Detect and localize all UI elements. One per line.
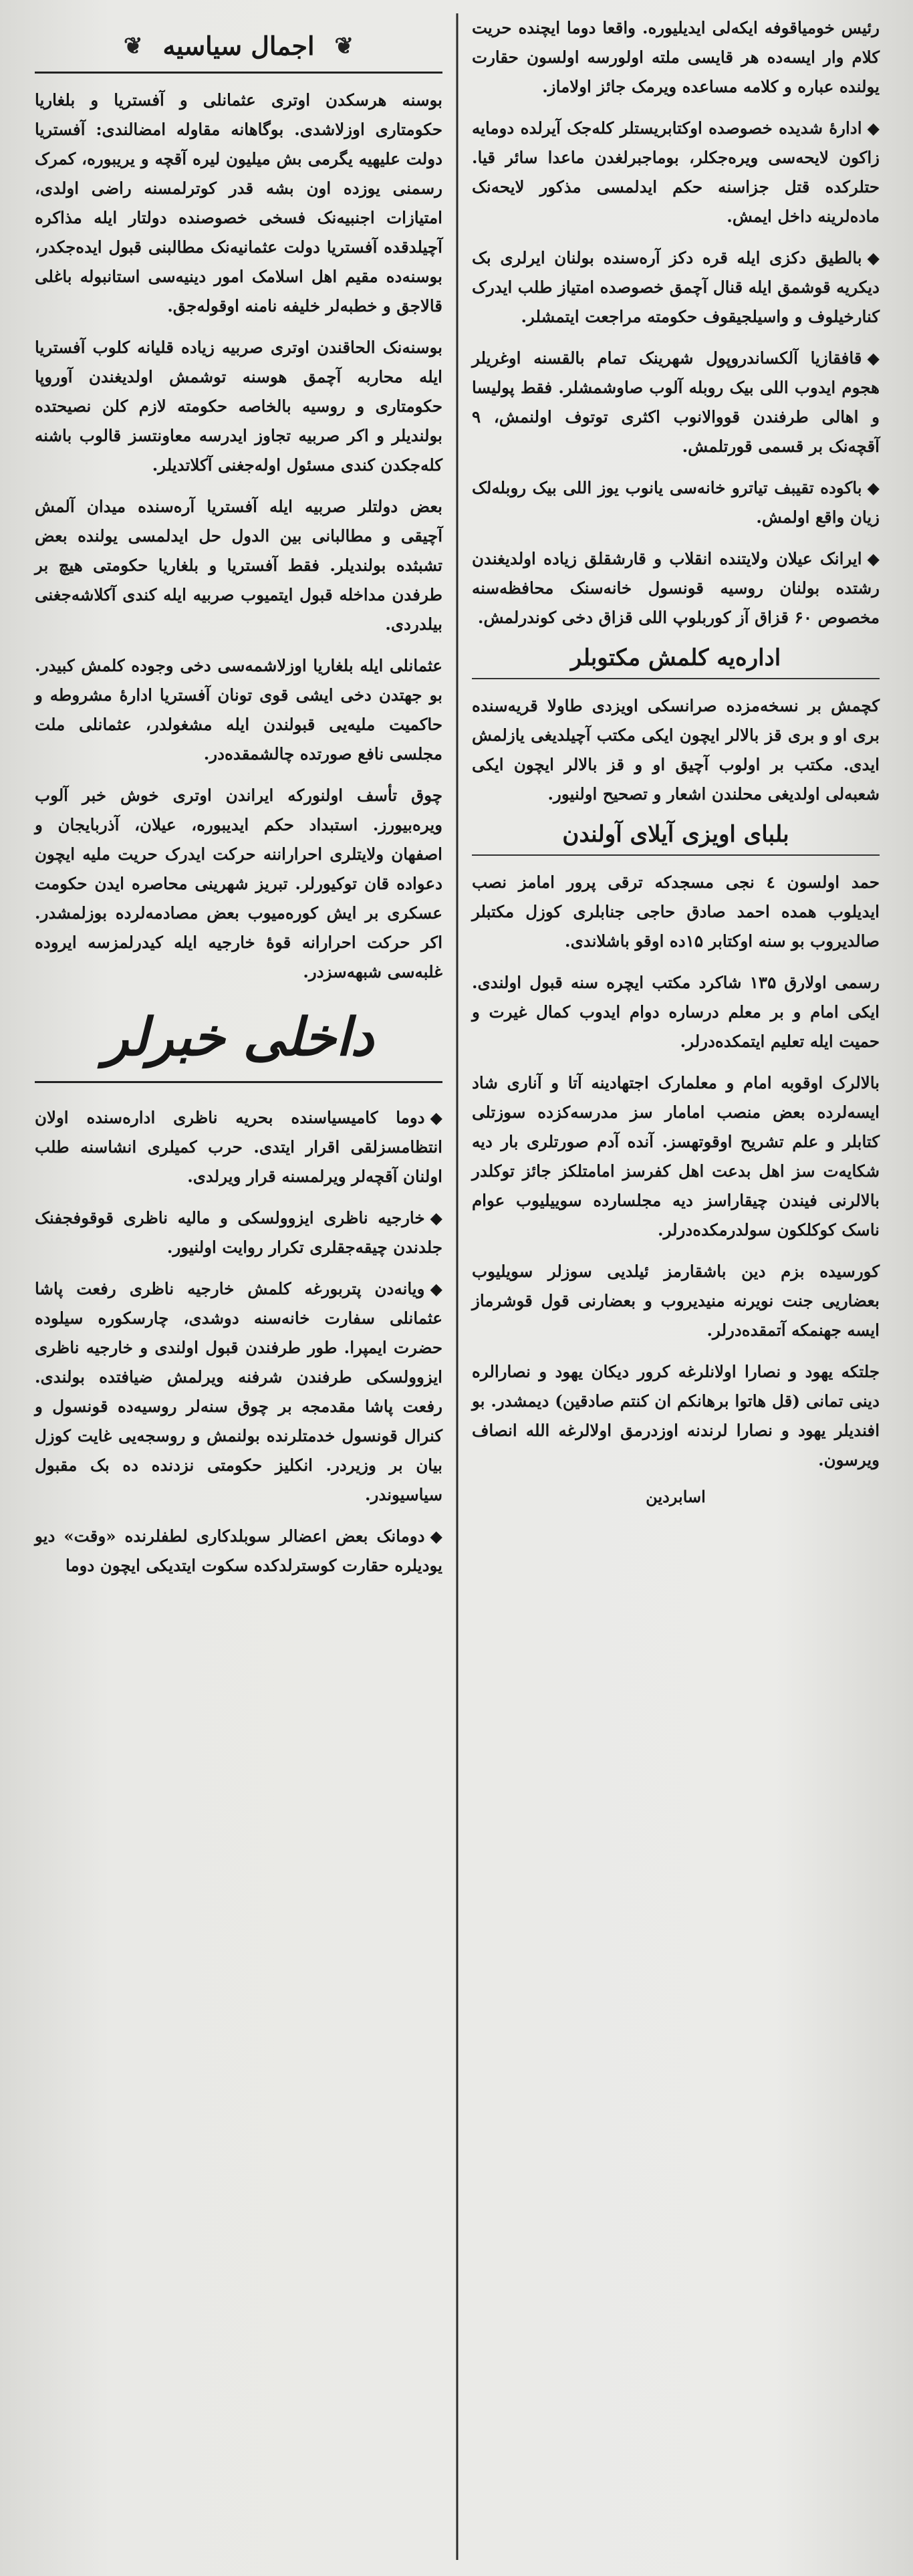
paragraph: حمد اولسون ٤ نجی مسجدکه ترقی پرور امامز نصب ایدیلوب همده احمد صادق حاجی جنابلری کوزل مکتبلر صالدیروب بو سنه اوکتابر ۱۵ده اوقو باشلاندی.: [472, 872, 880, 951]
ornament-icon: ❦: [124, 32, 143, 60]
diamond-bullet-icon: ◆: [430, 1208, 442, 1227]
political-summary-heading: [35, 23, 442, 74]
paragraph: بوسنه‌نک الحاقندن اوتری صربیه زیاده قلیانه کلوب آفستریا ایله محاربه آچمق هوسنه توشمش اولدیغندن آوروپا حکومتاری و روسیه بالخاصه حکومته لازم کلن نصیحتده بولندیلر و اکر صربیه تجاوز ایدرسه معاونتسز قالوب باشنه کله‌جکدن کندی مسئول اوله‌جغنی آکلاتدیلر.: [35, 338, 442, 475]
news-item: ◆ویانه‌دن پتربورغه کلمش خارجیه ناظری رفعت پاشا عثمانلی سفارت خانه‌سنه دوشدی، چارسکوره سیلوده حضرت ایمپرا. طور طرفندن قبول اولندی و خارجیه ناظری ایزوولسکی طرفندن شرفنه ویرلمش ضیافتده بولندی. رفعت پاشا مقدمجه بر چوق سنه‌لر روسیه‌ده قونسول و کنرال قونسول خدمتلرنده بولنمش و روسجه‌یی غایت کوزل بیان بر وزیردر. انکلیز حکومتی نزدنده ده بک مقبول سیاسیوندر.: [35, 1274, 442, 1510]
columns: [20, 13, 894, 2560]
news-item: ◆قافقازیا آلکساندروپول شهرینک تمام بالقسنه اوغریلر هجوم ایدوب اللی بیک روبله آلوب صاوشمشلر. فقط پولیسا و اهالی طرفندن قووالانوب اکثری توتوف اولنمش، ۹ آقچه‌نک بر قسمی قورتلمش.: [472, 344, 880, 461]
paragraph: بالالرک اوقوبه امام و معلمارک اجتهادینه آتا و آناری شاد ایسه‌لرده بعض منصب امامار سز مدرسه‌کزده سوزتلی کتابلر و علم تشریح اوقوتهسز. آنده آدم صورتلری بار دیه شکایه‌ت سز اهل بدعت اهل کفرسز امامتلکز جائز توکلدر بالالرنی فیندن چیقاراسز دیه مجلسارده سوییلیوب عوام ناسک کوکلکون سولدرمکده‌درلر.: [472, 1073, 880, 1240]
paragraph: جلتکه یهود و نصارا اولانلرغه کرور دیکان یهود و نصارالره دینی تمانی (قل هاتوا برهانکم ان کنتم صادقین) دیمشدر. بو افندیلر یهود و نصارا لرندنه اوزدرمق اولالرغه الله انصاف ویرسون.: [472, 1362, 880, 1470]
paragraph: بوسنه هرسکدن اوتری عثمانلی و آفستریا و بلغاریا حکومتاری اوزلاشدی. بوگاهانه مقاوله امضالندی: آفستریا دولت علیهیه یگرمی بش میلیون لیره آقچه و یریبوره، کمرک رسمنی یوزده اون بشه قدر کوترلمسنه راضی اولدی، امتیازات اجنبیه‌نک فسخی خصوصنده دولتار ایله مذاکره آچیلدقده آفستریا دولت عثمانیه‌نک مطالبنی قبول ایده‌جکدر، بوسنه‌ده مقیم اهل اسلامک امور دینیه‌سی استانبوله باغلی قالاجق و خطبه‌لر خلیفه نامنه اوقوله‌جق.: [35, 90, 442, 316]
news-item: ◆دوما کامیسیاسنده بحریه ناظری اداره‌سنده اولان انتظامسزلقی اقرار ایتدی. حرب کمیلری انشاسنه طلب اولنان آقچه‌لر ویرلمسنه قرار ویرلدی.: [35, 1103, 442, 1191]
diamond-bullet-icon: ◆: [867, 248, 880, 267]
village-heading: بلبای اویزی آیلای آولندن: [472, 821, 880, 856]
paragraph: چوق تأسف اولنورکه ایراندن اوتری خوش خبر آلوب ویره‌بیورز. استبداد حکم ایدیبوره، عیلان، آذربایجان و اصفهان ولایتلری احراراننه حرکت ایدرک حریت ملیه ایچون دعواده قان توکیورلر. تبریز شهرینی محاصره ایدن حکومت عسکری بر ایش کوره‌میوب بعض مصادمه‌لرده بوزلمشدر. اکر حرکت احرارانه قوهٔ خارجیه ایله کیدرلمزسه ایروده غلبه‌سی شبهه‌سزدر.: [35, 786, 442, 981]
diamond-bullet-icon: ◆: [867, 348, 880, 368]
diamond-bullet-icon: ◆: [867, 549, 880, 568]
right-column: [20, 13, 457, 2560]
paragraph: رئیس خومیاقوفه ایکه‌لی ایدیلیوره. واقعا دوما ایچنده حریت کلام وار ایسه‌ده هر قایسی ملته اولورسه اولسون حقارت یولنده عباره و کلامه مساعده ویرمک جائز اولاماز.: [472, 18, 880, 96]
letters-heading: اداره‌یه کلمش مکتوبلر: [472, 645, 880, 679]
diamond-bullet-icon: ◆: [430, 1526, 442, 1546]
ornament-icon: ❦: [334, 32, 354, 60]
news-item: ◆بالطیق دکزی ایله قره دکز آره‌سنده بولنان ایرلری بک دیکریه قوشمق ایله قنال آچمق خصوصده امتیاز طلب ایدرک کنارخیلوف و واسیلجیقوف حکومته مراجعت ایتمشلر.: [472, 243, 880, 332]
political-summary-title: اجمال سیاسیه: [162, 31, 315, 61]
column-divider: [456, 13, 459, 2560]
paragraph: کچمش بر نسخه‌مزده صرانسکی اویزدی طاولا قریه‌سنده بری او و بری قز بالالر ایچون ایکی مکتب آچیلدیغی یازلمش ایدی. مکتب بر اولوب آچیق او و قز بالالر ایچون ایکی شعبه‌لی اولدیغی محلندن اشعار و تصحیح اولنیور.: [472, 696, 880, 804]
diamond-bullet-icon: ◆: [867, 478, 880, 497]
paragraph: رسمی اولارق ۱۳۵ شاکرد مکتب ایچره سنه قبول اولندی. ایکی امام و بر معلم درساره دوام ایدوب کمال غیرت و حمیت ایله تعلیم ایتمکده‌درلر.: [472, 973, 880, 1051]
paragraph: کورسیده بزم دین باشقارمز ئیلدیی سوزلر سویلیوب بعضاریی جنت نویرنه منیدیروب و بعضارنی قول قوشرماز ایسه جهنمکه آتمقده‌درلر.: [472, 1262, 880, 1340]
signature: اسابردين: [646, 1487, 706, 1506]
news-item: ◆باکوده تقیبف تیاترو خانه‌سی یانوب یوز اللی بیک روبله‌لک زیان واقع اولمش.: [472, 473, 880, 532]
news-item: ◆دومانک بعض اعضالر سوبلدکاری لطفلرنده «وقت» دیو یودیلره حقارت کوسترلدکده سکوت ایتدیکی ایچون دوما: [35, 1522, 442, 1580]
news-item: ◆ادارهٔ شدیده خصوصده اوکتابریستلر کله‌جک آیرلده دومایه زاکون لایحه‌سی ویره‌جکلر، بوماجبرلغدن ماعدا سائر قیا. حتلرکده قتل جزاسنه حکم ایدلمسی مذکور لایحه‌نک ماده‌لرینه داخل ایمش.: [472, 114, 880, 231]
paragraph: عثمانلی ایله بلغاریا اوزلاشمه‌سی دخی وجوده کلمش کبیدر. بو جهتدن دخی ایشی قوی تونان آفستریا ادارهٔ مشروطه و حاکمیت ملیه‌یی قبولندن ایله مشغولدر، عثمانلی ملت مجلسی نافع صورتده چالشمقده‌در.: [35, 656, 442, 764]
domestic-news-heading: داخلی خبرلر: [35, 1007, 442, 1083]
diamond-bullet-icon: ◆: [867, 118, 880, 138]
diamond-bullet-icon: ◆: [430, 1279, 442, 1298]
diamond-bullet-icon: ◆: [430, 1108, 442, 1127]
paragraph: بعض دولتلر صربیه ایله آفستریا آره‌سنده میدان آلمش آچیقی و مطالبانی بین الدول حل ایدلمسی یولنده بعض تشبثده بولندیلر. فقط آفستریا و بلغاریا حکومتی هیچ بر طرفدن مداخله قبول ایتمیوب صربیه ایله کندی آکلاشه‌جغنی بیلدردی.: [35, 497, 442, 634]
news-item: ◆خارجیه ناظری ایزوولسکی و مالیه ناظری قوقوفجفنک جلدندن چیقه‌جقلری تکرار روایت اولنیور.: [35, 1203, 442, 1262]
news-item: ◆ایرانک عیلان ولایتنده انقلاب و قارشقلق زیاده اولدیغندن رشتده بولنان روسیه قونسول خانه‌سنک محافظه‌سنه مخصوص ۶۰ قزاق آز کوربلوپ اللی قزاق دخی کوندرلمش.: [472, 544, 880, 632]
left-column: [457, 13, 894, 2560]
